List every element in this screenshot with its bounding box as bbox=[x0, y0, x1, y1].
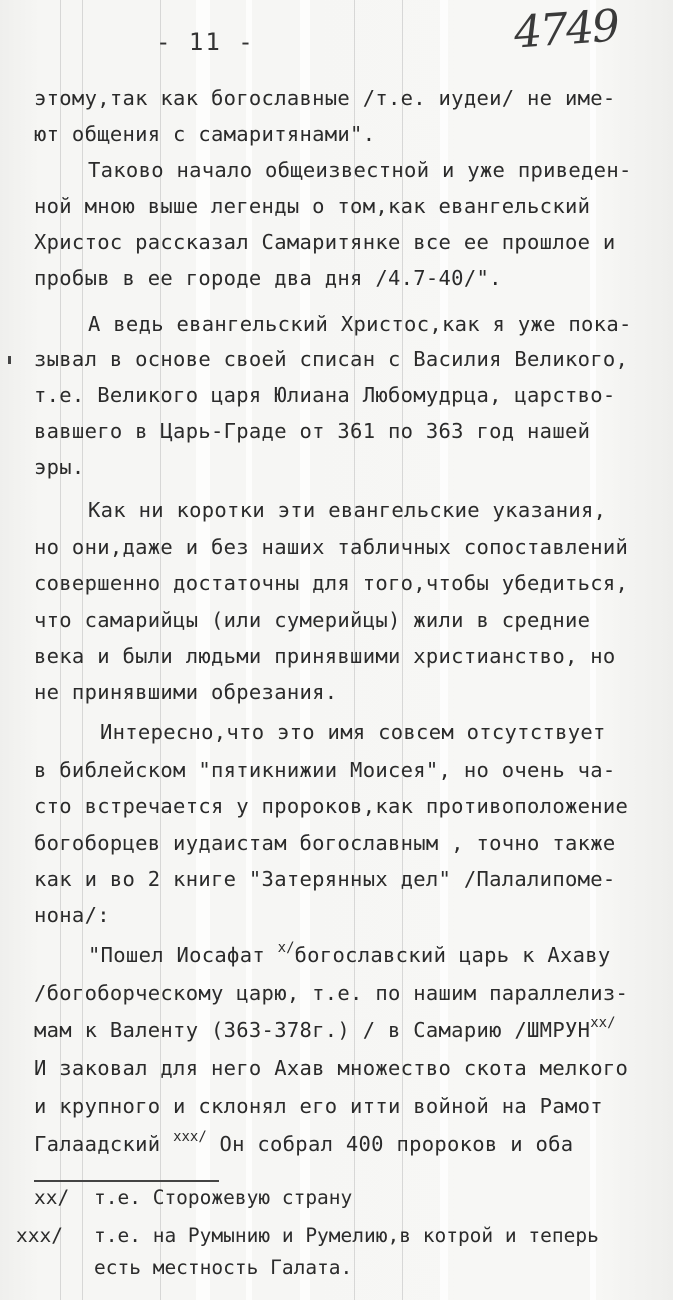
footnote-ref: xxx/ bbox=[173, 1129, 207, 1145]
text-line: зывал в основе своей списан с Василия Великого, bbox=[34, 347, 629, 371]
text-line: но они,даже и без наших табличных сопоставлений bbox=[34, 535, 629, 559]
text-line: что самарийцы (или сумерийцы) жили в средние bbox=[34, 608, 591, 632]
archive-stamp: 4749 bbox=[512, 0, 620, 59]
footnote-divider bbox=[34, 1180, 219, 1182]
text-line: т.е. Великого царя Юлиана Любомудрца, царство- bbox=[34, 383, 616, 407]
text-line: Таково начало общеизвестной и уже приведен- bbox=[88, 158, 632, 182]
footnote-ref: x/ bbox=[277, 940, 295, 956]
text-line: Интересно,что это имя совсем отсутствует bbox=[100, 720, 606, 744]
text-segment: богославский царь к Ахаву bbox=[294, 943, 611, 967]
text-line: в библейском "пятикнижии Моисея", но очень ча- bbox=[34, 758, 616, 782]
text-line: Как ни коротки эти евангельские указания, bbox=[88, 498, 607, 522]
text-line: И заковал для него Ахав множество скота мелкого bbox=[34, 1056, 629, 1080]
text-line: Христос рассказал Самаритянке все ее прошлое и bbox=[34, 230, 616, 254]
footnote-ref: xx/ bbox=[590, 1015, 616, 1031]
text-line: нона/: bbox=[34, 903, 110, 927]
text-line: этому,так как богославные /т.е. иудеи/ не име- bbox=[34, 86, 616, 110]
text-line: ют общения с самаритянами". bbox=[34, 122, 376, 146]
text-line: сто встречается у пророков,как противоположение bbox=[34, 794, 629, 818]
text-segment: Он собрал 400 пророков и оба bbox=[219, 1132, 574, 1156]
footnote-marker: xx/ bbox=[34, 1186, 70, 1209]
text-segment: "Пошел Иосафат bbox=[88, 943, 265, 967]
text-line: века и были людьми принявшими христианство, но bbox=[34, 644, 616, 668]
text-line bbox=[88, 940, 611, 967]
footnote-text: есть местность Галата. bbox=[94, 1256, 353, 1279]
text-line: ной мною выше легенды о том,как евангельский bbox=[34, 194, 591, 218]
text-line: не принявшими обрезания. bbox=[34, 680, 338, 704]
margin-mark bbox=[8, 356, 11, 364]
text-line: /богоборческому царю, т.е. по нашим параллелиз- bbox=[34, 981, 629, 1005]
text-line: как и во 2 книге "Затерянных дел" /Палалипоме- bbox=[34, 867, 616, 891]
text-line: эры. bbox=[34, 455, 85, 479]
text-segment: мам к Валенту (363-378г.) / в Самарию /ШМРУН bbox=[34, 1018, 591, 1042]
text-line: и крупного и склонял его итти войной на Рамот bbox=[34, 1094, 603, 1118]
page-number: - 11 - bbox=[156, 28, 255, 56]
text-line: А ведь евангельский Христос,как я уже пока- bbox=[88, 312, 632, 336]
footnote-marker: xxx/ bbox=[16, 1224, 63, 1247]
text-line bbox=[34, 1129, 574, 1156]
text-line: богоборцев иудаистам богославным , точно также bbox=[34, 831, 616, 855]
text-line: вавшего в Царь-Граде от 361 по 363 год нашей bbox=[34, 419, 591, 443]
text-line: пробыв в ее городе два дня /4.7-40/". bbox=[34, 266, 502, 290]
footnote-text: т.е. на Румынию и Румелию,в котрой и теперь bbox=[94, 1224, 599, 1247]
footnote-text: т.е. Сторожевую страну bbox=[94, 1186, 353, 1209]
text-line bbox=[34, 1015, 616, 1042]
text-segment: Галаадский bbox=[34, 1132, 161, 1156]
text-line: совершенно достаточны для того,чтобы убедиться, bbox=[34, 571, 629, 595]
